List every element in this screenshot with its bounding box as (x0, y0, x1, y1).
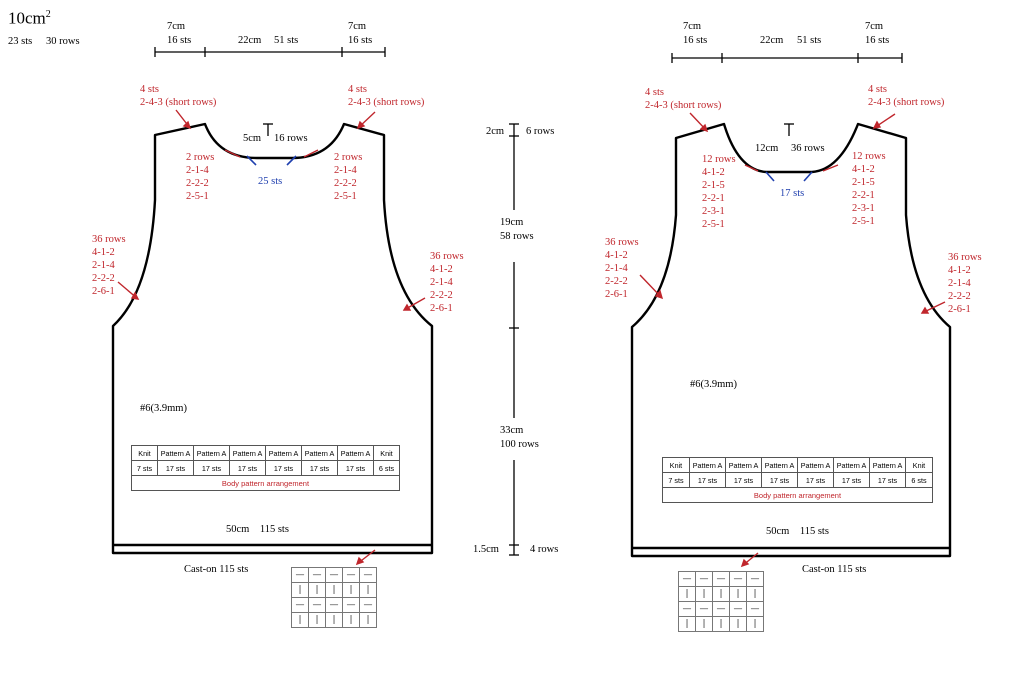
back-cast-on: Cast-on 115 sts (184, 564, 249, 575)
front-right-shoulder-sts: 16 sts (865, 35, 890, 46)
hem-height-rows: 4 rows (530, 544, 559, 555)
table-values-row: 7 sts 17 sts 17 sts 17 sts 17 sts 17 sts 17 sts 6 sts (132, 461, 400, 476)
front-neck-cm: 22cm (760, 35, 784, 46)
front-right-shoulder-cm: 7cm (865, 21, 884, 32)
front-needle-size: #6(3.9mm) (690, 379, 737, 390)
back-left-short-rows-sts: 4 sts (140, 84, 159, 95)
shoulder-height-cm: 2cm (486, 126, 505, 137)
back-left-shoulder-cm: 7cm (167, 21, 186, 32)
back-rib-chart: — — — — — | | | | | — — — — — | | | | | (291, 567, 377, 628)
back-neck-sts: 51 sts (274, 35, 299, 46)
knitting-schematic: $10cm^2$ 23 sts 30 rows 7cm 16 sts 22cm 51 sts 7cm 16 sts 4 sts 2-4-3 (short rows) 4 sts 2-4-3 (short rows) 5cm 16 rows 2 rows 2-1-4 2-2-2 2-5-1 2 rows 2-1-4 2-2-2 2-5-1 25 sts 36 rows 4-1-2 2-1-4 2-2-2 2-6-1 36 rows 4-1-2 2-1-4 2-2-2 2-6-1 #6(3.9mm) Knit Pattern A Pattern A Pattern A Pattern A Pattern A Pattern A Knit 7 sts 17 sts 17 sts 17 sts 17 sts 17 sts 17 sts 6 sts Body pattern arrangement 50cm 115 sts Cast-on 115 sts — — — — — | | | | | — — — — — | | | | | 2cm 6 rows 19cm 58 rows 33cm 100 rows 1.5cm 4 rows 7cm 16 sts 22cm 51 sts 7cm 16 sts 4 sts 2-4-3 (short rows) 4 sts 2-4-3 (short rows) 12cm 36 rows 12 rows 4-1-2 2-1-5 2-2-1 2-3-1 2-5-1 12 rows 4-1-2 2-1-5 2-2-1 2-3-1 2-5-1 17 sts 36 rows 4-1-2 2-1-4 2-2-2 2-6-1 36 rows 4-1-2 2-1-4 2-2-2 2-6-1 #6(3.9mm) Knit Pattern A Pattern A Pattern A Pattern A Pattern A Pattern A Knit 7 sts 17 sts 17 sts 17 sts 17 sts 17 sts 17 sts 6 sts Body pattern arrangement 50cm 115 sts Cast-on 115 sts — — — — — | | | | | — — — — — | | | | | (0, 0, 1024, 693)
back-pattern-table (131, 445, 400, 491)
back-neck-cm: 22cm (238, 35, 262, 46)
armhole-height-rows: 58 rows (500, 231, 534, 242)
gauge-rows: 30 rows (46, 36, 80, 47)
armhole-height-cm: 19cm (500, 217, 524, 228)
front-neck-sts: 51 sts (797, 35, 822, 46)
hem-height-cm: 1.5cm (473, 544, 499, 555)
body-length-rows: 100 rows (500, 439, 539, 450)
back-neck-center-sts: 25 sts (258, 176, 283, 187)
front-neck-center-sts: 17 sts (780, 188, 805, 199)
front-left-short-rows-sts: 4 sts (645, 87, 664, 98)
shoulder-height-rows: 6 rows (526, 126, 555, 137)
back-right-short-rows-sts: 4 sts (348, 84, 367, 95)
back-neck-depth-rows: 16 rows (274, 133, 308, 144)
back-right-shoulder-cm: 7cm (348, 21, 367, 32)
back-left-short-rows: 2-4-3 (short rows) (140, 97, 217, 108)
back-right-shoulder-sts: 16 sts (348, 35, 373, 46)
front-neck-depth-rows: 36 rows (791, 143, 825, 154)
back-right-short-rows: 2-4-3 (short rows) (348, 97, 425, 108)
front-left-shoulder-sts: 16 sts (683, 35, 708, 46)
gauge-label: $10cm^2$ (8, 8, 51, 28)
table-caption-row: Body pattern arrangement (663, 488, 933, 503)
front-pattern-table (662, 457, 933, 503)
front-left-short-rows: 2-4-3 (short rows) (645, 100, 722, 111)
front-neck-depth-cm: 12cm (755, 143, 779, 154)
front-bottom-width: 50cm 115 sts (766, 526, 829, 537)
back-neck-depth-cm: 5cm (243, 133, 262, 144)
back-bottom-width: 50cm 115 sts (226, 524, 289, 535)
gauge-sts: 23 sts (8, 36, 33, 47)
back-needle-size: #6(3.9mm) (140, 403, 187, 414)
front-right-short-rows: 2-4-3 (short rows) (868, 97, 945, 108)
front-rib-chart: — — — — — | | | | | — — — — — | | | | | (678, 571, 764, 632)
table-header-row: Knit Pattern A Pattern A Pattern A Pattern A Pattern A Pattern A Knit (132, 446, 400, 461)
body-length-cm: 33cm (500, 425, 524, 436)
table-header-row: Knit Pattern A Pattern A Pattern A Pattern A Pattern A Pattern A Knit (663, 458, 933, 473)
front-left-shoulder-cm: 7cm (683, 21, 702, 32)
front-cast-on: Cast-on 115 sts (802, 564, 867, 575)
table-values-row: 7 sts 17 sts 17 sts 17 sts 17 sts 17 sts 17 sts 6 sts (663, 473, 933, 488)
front-right-short-rows-sts: 4 sts (868, 84, 887, 95)
back-left-shoulder-sts: 16 sts (167, 35, 192, 46)
table-caption-row: Body pattern arrangement (132, 476, 400, 491)
